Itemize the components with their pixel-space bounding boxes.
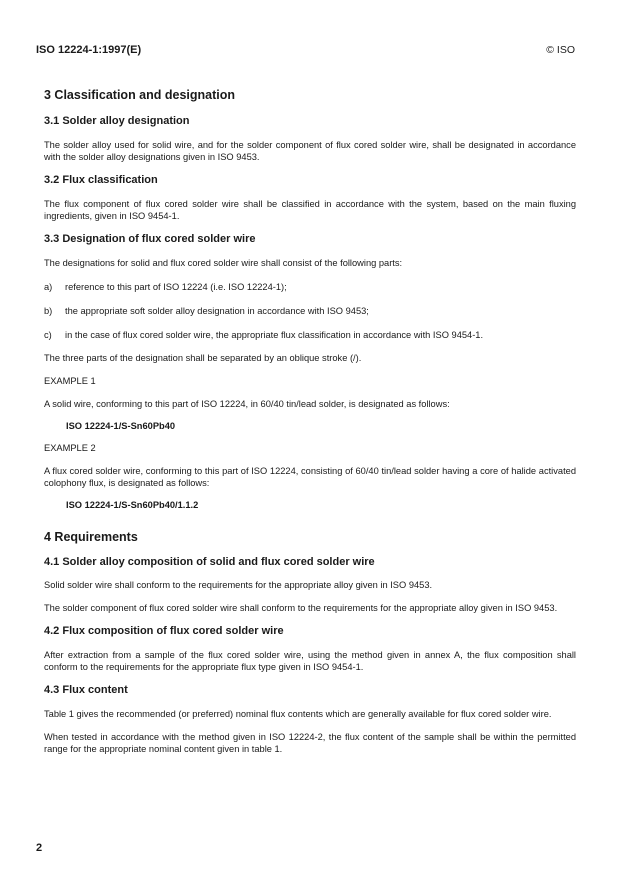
section-4-2-heading: 4.2 Flux composition of flux cored solder wire — [44, 625, 284, 637]
section-4-heading: 4 Requirements — [44, 530, 138, 544]
section-3-3-heading: 3.3 Designation of flux cored solder wire — [44, 233, 256, 245]
example-1-text: A solid wire, conforming to this part of ISO 12224, in 60/40 tin/lead solder, is designated as follows: — [44, 399, 450, 409]
page-number: 2 — [36, 842, 43, 854]
list-item-label: b) — [44, 306, 53, 316]
section-3-1-heading: 3.1 Solder alloy designation — [44, 115, 190, 127]
list-item-label: c) — [44, 330, 52, 340]
example-1-label: EXAMPLE 1 — [44, 376, 96, 386]
copyright-mark: © ISO — [546, 44, 575, 56]
section-3-1-text: The solder alloy used for solid wire, and for the solder component of flux cored solder wire, shall be designated in accordance with the solder alloy designations given in ISO 9453. — [44, 140, 576, 162]
section-4-1-text-2: The solder component of flux cored solder wire shall conform to the requirements for the appropriate alloy given in ISO 9453. — [44, 603, 558, 613]
document-id: ISO 12224-1:1997(E) — [36, 44, 142, 56]
example-1-designation: ISO 12224-1/S-Sn60Pb40 — [66, 421, 176, 431]
list-item — [44, 281, 576, 293]
example-2-designation: ISO 12224-1/S-Sn60Pb40/1.1.2 — [66, 500, 199, 510]
separator-note: The three parts of the designation shall be separated by an oblique stroke (/). — [44, 353, 362, 363]
list-item-text: in the case of flux cored solder wire, the appropriate flux classification in accordance with ISO 9454-1. — [65, 330, 484, 340]
section-4-3-text-2: When tested in accordance with the method given in ISO 12224-2, the flux content of the sample shall be within the permitted range for the appropriate nominal content given in table 1. — [44, 732, 576, 754]
section-3-2-heading: 3.2 Flux classification — [44, 174, 158, 186]
list-item-text: reference to this part of ISO 12224 (i.e. ISO 12224-1); — [65, 282, 287, 292]
section-3-heading: 3 Classification and designation — [44, 88, 236, 102]
list-item — [44, 305, 576, 317]
section-3-2-text: The flux component of flux cored solder wire shall be classified in accordance with the system, based on the main fluxing ingredients, given in ISO 9454-1. — [44, 199, 576, 221]
section-3-3-intro: The designations for solid and flux cored solder wire shall consist of the following parts: — [44, 258, 403, 268]
list-item-text: the appropriate soft solder alloy designation in accordance with ISO 9453; — [65, 306, 369, 316]
example-2-label: EXAMPLE 2 — [44, 443, 96, 453]
example-2-text: A flux cored solder wire, conforming to this part of ISO 12224, consisting of 60/40 tin/lead solder having a core of halide activated colophony flux, is designated as follows: — [44, 466, 576, 488]
list-item-label: a) — [44, 282, 53, 292]
section-4-3-heading: 4.3 Flux content — [44, 684, 128, 696]
section-4-3-text-1: Table 1 gives the recommended (or preferred) nominal flux contents which are generally available for flux cored solder wire. — [44, 709, 552, 719]
list-item — [44, 329, 576, 341]
section-4-1-heading: 4.1 Solder alloy composition of solid and flux cored solder wire — [44, 556, 375, 568]
section-4-2-text: After extraction from a sample of the flux cored solder wire, using the method given in annex A, the flux composition shall conform to the requirements for the appropriate flux type given in ISO 9454-1. — [44, 650, 576, 672]
section-4-1-text-1: Solid solder wire shall conform to the requirements for the appropriate alloy given in ISO 9453. — [44, 580, 433, 590]
page-content — [44, 86, 576, 755]
